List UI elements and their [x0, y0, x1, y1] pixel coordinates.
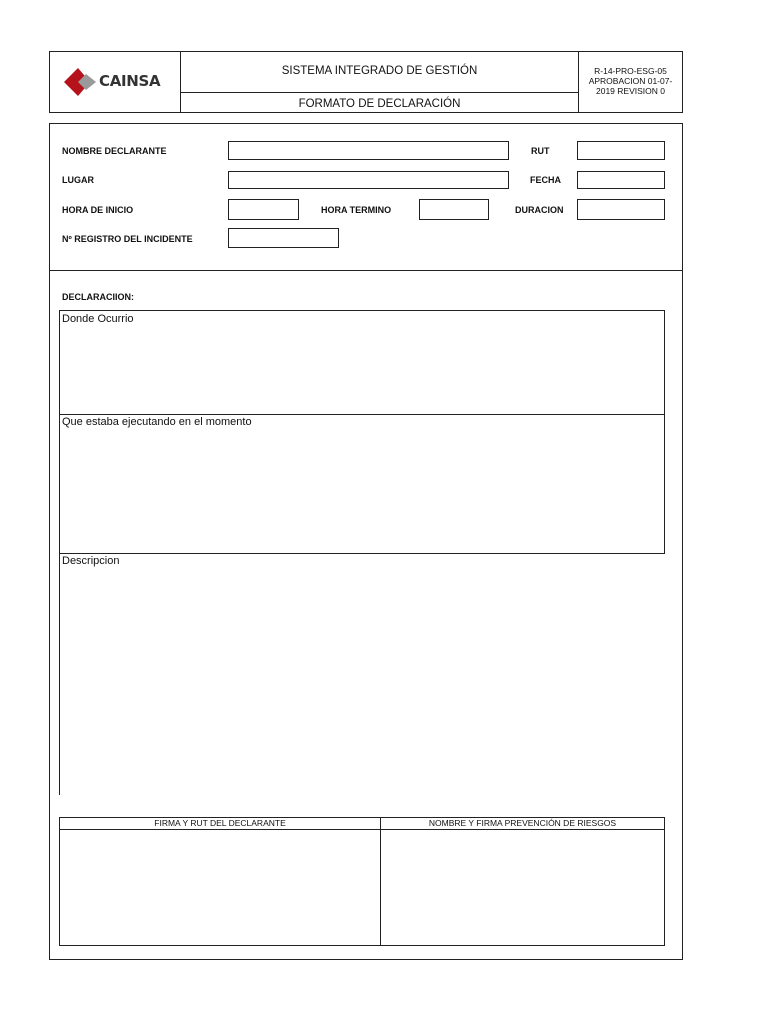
- descripcion-box[interactable]: [59, 553, 665, 795]
- firma-declarante-heading: FIRMA Y RUT DEL DECLARANTE: [154, 818, 286, 828]
- firma-declarante-area[interactable]: [60, 830, 380, 945]
- header-divider-mid: [180, 92, 578, 93]
- rut-label: RUT: [531, 146, 550, 156]
- document-code: [579, 66, 682, 96]
- logo-wordmark: CAINSA: [99, 72, 161, 90]
- nombre-declarante-input[interactable]: [228, 141, 509, 160]
- fecha-input[interactable]: [577, 171, 665, 189]
- declaracion-heading: DECLARACIION:: [62, 292, 134, 302]
- descripcion-label: Descripcion: [62, 555, 120, 567]
- system-title: SISTEMA INTEGRADO DE GESTIÓN: [281, 65, 478, 77]
- registro-incidente-label: Nº REGISTRO DEL INCIDENTE: [62, 234, 193, 244]
- donde-ocurrio-box[interactable]: [59, 310, 665, 415]
- registro-incidente-input[interactable]: [228, 228, 339, 248]
- firma-prevencion-heading: NOMBRE Y FIRMA PREVENCIÓN DE RIESGOS: [428, 818, 617, 828]
- que-ejecutando-box[interactable]: [59, 414, 665, 554]
- que-ejecutando-label: Que estaba ejecutando en el momento: [62, 416, 252, 428]
- hora-termino-input[interactable]: [419, 199, 489, 220]
- doc-code-line-1: R-14-PRO-ESG-05: [594, 66, 667, 76]
- lugar-input[interactable]: [228, 171, 509, 189]
- duracion-label: DURACION: [515, 205, 564, 215]
- hora-termino-label: HORA TERMINO: [321, 205, 392, 215]
- cainsa-logo-icon: [62, 66, 102, 98]
- hora-inicio-input[interactable]: [228, 199, 299, 220]
- form-title: FORMATO DE DECLARACIÓN: [298, 98, 461, 110]
- doc-code-line-3: 2019 REVISION 0: [596, 86, 665, 96]
- section-divider: [49, 270, 683, 271]
- company-logo: [62, 66, 172, 98]
- fecha-label: FECHA: [530, 175, 561, 185]
- hora-inicio-label: HORA DE INICIO: [62, 205, 134, 215]
- rut-input[interactable]: [577, 141, 665, 160]
- nombre-declarante-label: NOMBRE DECLARANTE: [62, 146, 167, 156]
- duracion-input[interactable]: [577, 199, 665, 220]
- firma-prevencion-area[interactable]: [381, 830, 664, 945]
- lugar-label: LUGAR: [62, 175, 94, 185]
- doc-code-line-2: APROBACION 01-07-: [588, 76, 673, 86]
- donde-ocurrio-label: Donde Ocurrio: [62, 313, 134, 325]
